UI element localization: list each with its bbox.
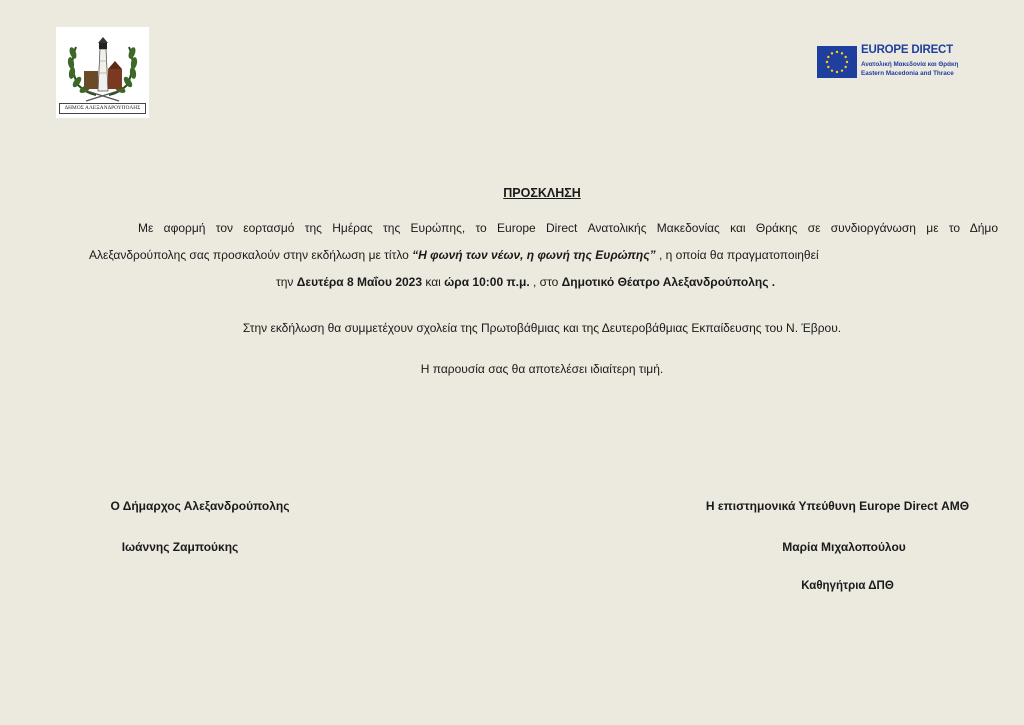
signature-right-role: Η επιστημονικά Υπεύθυνη Europe Direct ΑΜΘ <box>705 499 970 513</box>
invitation-title: ΠΡΟΣΚΛΗΣΗ <box>503 186 581 200</box>
signature-left-name: Ιωάννης Ζαμπούκης <box>121 540 239 554</box>
event-venue: Δημοτικό Θέατρο Αλεξανδρούπολης . <box>561 275 776 289</box>
eu-star-icon <box>826 61 828 63</box>
europe-direct-logo <box>817 44 967 80</box>
line3-text-mid2: , στο <box>529 275 562 289</box>
europe-direct-title: EUROPE DIRECT <box>861 44 953 56</box>
lighthouse-emblem-icon <box>56 27 149 105</box>
invitation-paragraph-line-3 <box>276 275 775 289</box>
municipality-logo-caption: ΔΗΜΟΣ ΑΛΕΞΑΝΔΡΟΥΠΟΛΗΣ <box>59 103 146 114</box>
eu-star-icon <box>827 66 829 68</box>
municipality-logo <box>56 27 149 118</box>
event-date: Δευτέρα 8 Μαΐου 2023 <box>296 275 423 289</box>
eu-star-icon <box>836 51 838 53</box>
event-time: ώρα 10:00 π.μ. <box>444 275 530 289</box>
eu-flag-icon <box>817 46 857 78</box>
signature-left-role: Ο Δήμαρχος Αλεξανδρούπολης <box>110 499 290 513</box>
eu-star-icon <box>841 69 843 71</box>
line2-text-post: , η οποία θα πραγματοποιηθεί <box>655 248 819 262</box>
signature-right-title: Καθηγήτρια ΔΠΘ <box>801 580 894 592</box>
eu-star-icon <box>844 66 846 68</box>
eu-star-icon <box>836 71 838 73</box>
eu-star-icon <box>827 56 829 58</box>
event-title: “Η φωνή των νέων, η φωνή της Ευρώπης” <box>412 248 656 262</box>
line3-text-pre: την <box>276 275 297 289</box>
eu-star-icon <box>844 56 846 58</box>
line2-text-pre: Αλεξανδρούπολης σας προσκαλούν στην εκδήλωση με τίτλο <box>89 248 413 262</box>
europe-direct-subtitle-greek: Ανατολική Μακεδονία και Θράκη <box>861 61 959 68</box>
europe-direct-subtitle-english: Eastern Macedonia and Thrace <box>861 70 954 77</box>
eu-star-icon <box>831 52 833 54</box>
invitation-paragraph-line-2 <box>89 248 819 262</box>
line3-text-mid: και <box>422 275 445 289</box>
participants-note: Στην εκδήλωση θα συμμετέχουν σχολεία της Πρωτοβάθμιας και της Δευτεροβάθμιας Εκπαίδευσης του Ν. Έβρου. <box>242 321 842 335</box>
eu-star-icon <box>831 69 833 71</box>
eu-star-icon <box>846 61 848 63</box>
signature-right-name: Μαρία Μιχαλοπούλου <box>782 540 906 554</box>
invitation-paragraph-line-1: Με αφορμή τον εορτασμό της Ημέρας της Ευρώπης, το Europe Direct Ανατολικής Μακεδονίας και Θράκης σε συνδιοργάνωση με το Δήμο <box>138 221 998 235</box>
eu-star-icon <box>841 52 843 54</box>
closing-note: Η παρουσία σας θα αποτελέσει ιδιαίτερη τιμή. <box>420 362 664 376</box>
